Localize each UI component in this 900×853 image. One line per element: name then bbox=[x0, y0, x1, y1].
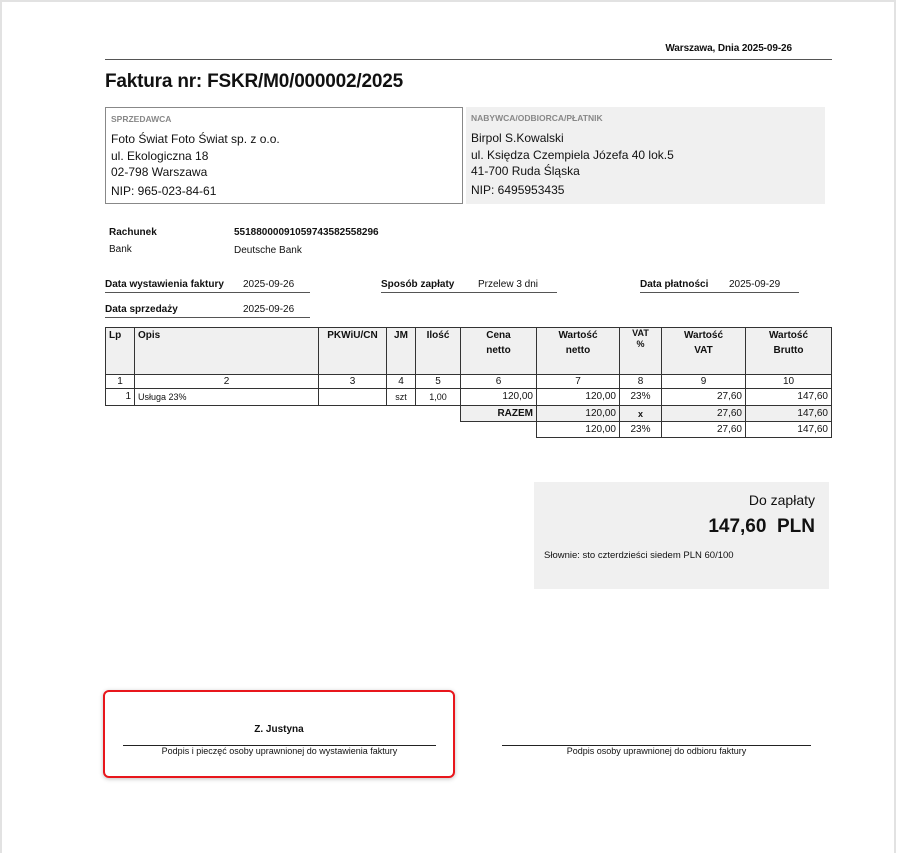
seller-street: ul. Ekologiczna 18 bbox=[111, 148, 209, 163]
payment-method-value: Przelew 3 dni bbox=[478, 279, 539, 290]
bank-name: Deutsche Bank bbox=[234, 245, 302, 256]
col-header-cena-netto: Cena netto bbox=[461, 328, 537, 375]
col-number: 4 bbox=[387, 375, 416, 389]
sale-date-rule bbox=[105, 317, 310, 318]
header-divider bbox=[105, 59, 832, 60]
col-header-opis: Opis bbox=[135, 328, 319, 375]
payment-method-label: Sposób zapłaty bbox=[381, 279, 455, 290]
place-and-date: Warszawa, Dnia 2025-09-26 bbox=[665, 43, 792, 54]
col-number: 6 bbox=[461, 375, 537, 389]
receiver-signature-caption: Podpis osoby uprawnionej do odbioru faktury bbox=[566, 746, 747, 756]
amount-in-words: Słownie: sto czterdzieści siedem PLN 60/100 bbox=[544, 550, 734, 561]
total-wartosc-vat: 27,60 bbox=[662, 406, 746, 422]
col-header-vat-pct: VAT % bbox=[620, 328, 662, 375]
total-wartosc-brutto: 147,60 bbox=[746, 406, 832, 422]
sale-date-label: Data sprzedaży bbox=[105, 304, 178, 315]
col-header-wartosc-brutto: Wartość Brutto bbox=[746, 328, 832, 375]
breakdown-wartosc-netto: 120,00 bbox=[537, 422, 620, 438]
sale-date-value: 2025-09-26 bbox=[243, 304, 295, 315]
cell-cena-netto: 120,00 bbox=[461, 389, 537, 406]
buyer-nip: NIP: 6495953435 bbox=[471, 182, 565, 197]
buyer-street: ul. Księdza Czempiela Józefa 40 lok.5 bbox=[471, 147, 674, 162]
issue-date-rule bbox=[105, 292, 310, 293]
col-header-wartosc-vat: Wartość VAT bbox=[662, 328, 746, 375]
buyer-city: 41-700 Ruda Śląska bbox=[471, 164, 580, 178]
seller-box bbox=[105, 107, 463, 204]
total-row bbox=[106, 406, 832, 422]
col-header-ilosc: Ilość bbox=[416, 328, 461, 375]
cell-jm: szt bbox=[387, 389, 416, 406]
payment-method-rule bbox=[381, 292, 557, 293]
col-header-pkwiu: PKWiU/CN bbox=[319, 328, 387, 375]
invoice-items-table bbox=[105, 327, 832, 438]
amount-due-label: Do zapłaty bbox=[748, 492, 815, 508]
col-number: 2 bbox=[135, 375, 319, 389]
amount-due-value: 147,60 PLN bbox=[708, 516, 815, 537]
col-number: 3 bbox=[319, 375, 387, 389]
seller-name: Foto Świat Foto Świat sp. z o.o. bbox=[111, 132, 280, 146]
buyer-box bbox=[466, 107, 825, 204]
breakdown-wartosc-vat: 27,60 bbox=[662, 422, 746, 438]
vat-breakdown-row bbox=[106, 422, 832, 438]
seller-city: 02-798 Warszawa bbox=[111, 165, 208, 179]
issuer-signature-caption: Podpis i pieczęć osoby uprawnionej do wystawienia faktury bbox=[161, 746, 398, 756]
table-header-row bbox=[106, 328, 832, 375]
cell-lp: 1 bbox=[106, 389, 135, 406]
col-number: 5 bbox=[416, 375, 461, 389]
col-header-lp: Lp bbox=[106, 328, 135, 375]
col-number: 10 bbox=[746, 375, 832, 389]
column-number-row bbox=[106, 375, 832, 389]
total-wartosc-netto: 120,00 bbox=[537, 406, 620, 422]
cell-vat-pct: 23% bbox=[620, 389, 662, 406]
col-number: 8 bbox=[620, 375, 662, 389]
col-header-wartosc-netto: Wartość netto bbox=[537, 328, 620, 375]
seller-nip: NIP: 965-023-84-61 bbox=[111, 183, 217, 198]
payment-date-label: Data płatności bbox=[640, 279, 709, 290]
cell-wartosc-netto: 120,00 bbox=[537, 389, 620, 406]
col-number: 7 bbox=[537, 375, 620, 389]
cell-opis: Usługa 23% bbox=[135, 389, 319, 406]
account-number: 55188000091059743582558296 bbox=[234, 227, 379, 238]
total-label: RAZEM bbox=[461, 406, 537, 422]
issuer-name: Z. Justyna bbox=[254, 724, 304, 735]
seller-label: SPRZEDAWCA bbox=[111, 114, 172, 124]
account-label: Rachunek bbox=[109, 227, 157, 238]
col-number: 9 bbox=[662, 375, 746, 389]
bank-label: Bank bbox=[109, 244, 132, 255]
cell-pkwiu bbox=[319, 389, 387, 406]
buyer-name: Birpol S.Kowalski bbox=[471, 131, 564, 145]
col-number: 1 bbox=[106, 375, 135, 389]
cell-wartosc-brutto: 147,60 bbox=[746, 389, 832, 406]
breakdown-vat-pct: 23% bbox=[620, 422, 662, 438]
table-row bbox=[106, 389, 832, 406]
issue-date-value: 2025-09-26 bbox=[243, 279, 295, 290]
cell-ilosc: 1,00 bbox=[416, 389, 461, 406]
payment-date-value: 2025-09-29 bbox=[729, 279, 781, 290]
amount-due-box bbox=[534, 482, 829, 589]
total-vat-pct: x bbox=[620, 406, 662, 422]
col-header-jm: JM bbox=[387, 328, 416, 375]
invoice-title: Faktura nr: FSKR/M0/000002/2025 bbox=[105, 71, 403, 92]
buyer-label: NABYWCA/ODBIORCA/PŁATNIK bbox=[471, 113, 603, 123]
cell-wartosc-vat: 27,60 bbox=[662, 389, 746, 406]
issue-date-label: Data wystawienia faktury bbox=[105, 279, 224, 290]
breakdown-wartosc-brutto: 147,60 bbox=[746, 422, 832, 438]
payment-date-rule bbox=[640, 292, 799, 293]
